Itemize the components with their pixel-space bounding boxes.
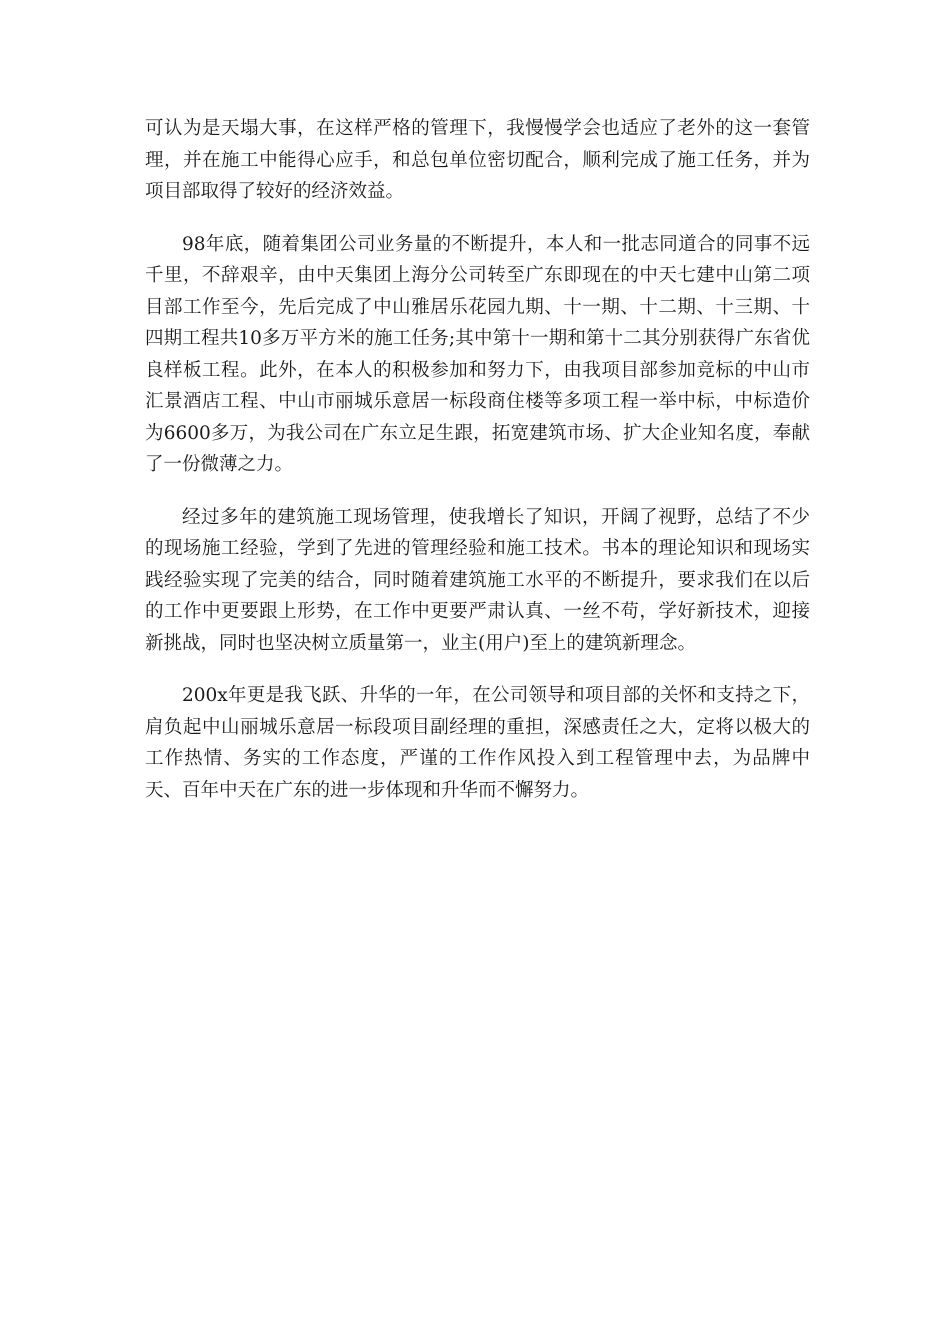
paragraph-2: 98年底，随着集团公司业务量的不断提升，本人和一批志同道合的同事不远千里，不辞艰辛，由中天集团上海分公司转至广东即现在的中天七建中山第二项目部工作至今，先后完成了中山雅居乐花园九期、十一期、十二期、十三期、十四期工程共10多万平方米的施工任务;其中第十一期和第十二其分别获得广东省优良样板工程。此外，在本人的积极参加和努力下，由我项目部参加竞标的中山市汇景酒店工程、中山市丽城乐意居一标段商住楼等多项工程一举中标，中标造价为6600多万，为我公司在广东立足生跟，拓宽建筑市场、扩大企业知名度，奉献了一份微薄之力。 — [145, 233, 810, 475]
document-body — [145, 113, 810, 806]
paragraph-1: 可认为是天塌大事，在这样严格的管理下，我慢慢学会也适应了老外的这一套管理，并在施工中能得心应手，和总包单位密切配合，顺利完成了施工任务，并为项目部取得了较好的经济效益。 — [145, 118, 810, 202]
paragraph-4: 200x年更是我飞跃、升华的一年，在公司领导和项目部的关怀和支持之下，肩负起中山丽城乐意居一标段项目副经理的重担，深感责任之大，定将以极大的工作热情、务实的工作态度，严谨的工作作风投入到工程管理中去，为品牌中天、百年中天在广东的进一步体现和升华而不懈努力。 — [145, 685, 810, 801]
paragraph-3: 经过多年的建筑施工现场管理，使我增长了知识，开阔了视野，总结了不少的现场施工经验，学到了先进的管理经验和施工技术。书本的理论知识和现场实践经验实现了完美的结合，同时随着建筑施工水平的不断提升，要求我们在以后的工作中更要跟上形势，在工作中更要严肃认真、一丝不苟，学好新技术，迎接新挑战，同时也坚决树立质量第一，业主(用户)至上的建筑新理念。 — [145, 506, 810, 654]
